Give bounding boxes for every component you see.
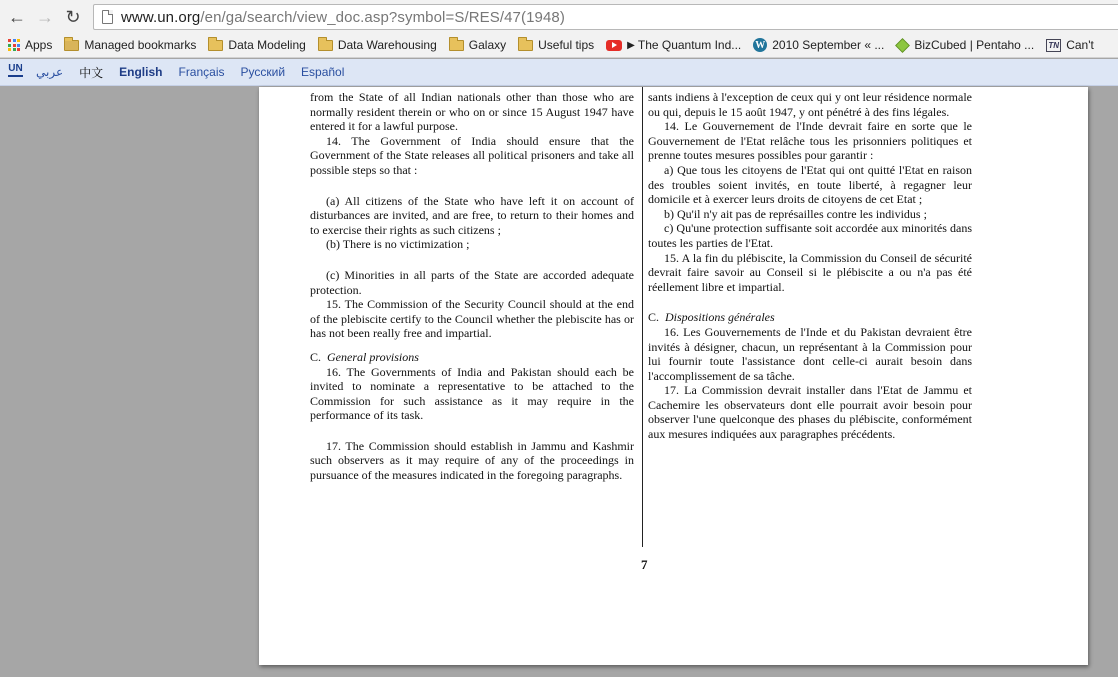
reload-icon: ↻ (65, 6, 81, 27)
bookmark-managed[interactable] (64, 38, 196, 52)
bookmark-galaxy[interactable] (449, 38, 506, 52)
folder-icon (318, 40, 333, 51)
un-logo-text: UN (8, 63, 23, 74)
language-bar (0, 59, 1118, 86)
spacer (310, 178, 634, 194)
bookmark-label: Data Warehousing (337, 38, 437, 52)
section-heading (310, 350, 634, 365)
paragraph-14c: (c) Minorities in all parts of the State are accorded adequate protection. (310, 267, 634, 297)
youtube-icon (606, 40, 622, 51)
bookmark-label: Apps (25, 38, 53, 52)
paragraph-16: 16. The Governments of India and Pakistan should each be invited to nominate a representative to be attached to the Commission for such assistance as it may require in the performance of its task. (310, 364, 634, 423)
bookmark-label: Galaxy (468, 38, 507, 52)
paragraph-17: 17. La Commission devrait installer dans l'Etat de Jammu et Cachemire les observateurs dont elle pourrait avoir besoin pour observer l'une quelconque des phases du plébiscite, conformément aux mesures indiquées aux paragraphes précédents. (648, 383, 972, 442)
address-bar[interactable] (93, 4, 1118, 30)
url-path: /en/ga/search/view_doc.asp?symbol=S/RES/47(1948) (200, 8, 565, 26)
lang-link-spanish[interactable]: Español (301, 65, 345, 79)
lang-link-russian[interactable]: Русский (240, 65, 286, 79)
spacer (648, 294, 972, 310)
page-icon (102, 10, 113, 24)
bookmark-apps[interactable] (0, 38, 52, 52)
lang-link-chinese[interactable]: 中文 (79, 65, 104, 80)
folder-icon (208, 40, 223, 51)
bookmark-data-warehousing[interactable] (318, 38, 437, 52)
bookmark-label: Managed bookmarks (84, 38, 197, 52)
bookmark-quantum[interactable] (606, 38, 741, 52)
french-column (648, 90, 972, 442)
bookmark-label: The Quantum Ind... (637, 38, 742, 52)
apps-grid-icon (8, 39, 20, 51)
folder-icon (449, 40, 464, 51)
paragraph-15: 15. A la fin du plébiscite, la Commission du Conseil de sécurité devrait faire savoir au Conseil si le plébiscite a ou n'a pas été réellement libre et impartial. (648, 250, 972, 294)
spacer (310, 252, 634, 268)
forward-button[interactable] (34, 6, 56, 28)
spacer (310, 341, 634, 350)
page-number: 7 (641, 557, 648, 572)
bookmark-data-modeling[interactable] (208, 38, 305, 52)
lang-link-french[interactable]: Français (178, 65, 225, 79)
paragraph-continuation: sants indiens à l'exception de ceux qui y ont leur résidence normale ou qui, depuis le 15 août 1947, y ont pénétré à des fins légales. (648, 90, 972, 119)
section-heading (648, 310, 972, 325)
paragraph-14b: b) Qu'il n'y ait pas de représailles contre les individus ; (664, 206, 927, 221)
bookmark-label: BizCubed | Pentaho ... (914, 38, 1035, 52)
bookmark-label: 2010 September « ... (772, 38, 885, 52)
column-divider (642, 87, 643, 547)
reload-button[interactable] (62, 6, 84, 28)
paragraph-16: 16. Les Gouvernements de l'Inde et du Pakistan devraient être invités à désigner, chacun, un représentant à la Commission pour lui fournir toute l'assistance dont celle-ci aurait besoin dans l'accomplissement de sa tâche. (648, 324, 972, 383)
lang-link-english[interactable]: English (119, 65, 163, 79)
arrow-right-icon: → (36, 6, 54, 27)
url-text[interactable] (121, 9, 565, 26)
paragraph-14b: (b) There is no victimization ; (326, 237, 470, 252)
document-page (259, 87, 1088, 665)
wordpress-icon: W (755, 39, 766, 51)
back-button[interactable] (6, 6, 28, 28)
paragraph-14: 14. The Government of India should ensure that the Government of the State releases all political prisoners and take all possible steps so that : (310, 133, 634, 177)
bookmark-label: Can't (1066, 38, 1094, 52)
arrow-left-icon: ← (8, 6, 26, 27)
bookmark-label: Useful tips (538, 38, 595, 52)
bookmark-2010-september[interactable] (753, 38, 884, 52)
bookmark-cant[interactable] (1046, 38, 1094, 52)
english-column (310, 90, 634, 483)
cube-icon (895, 38, 910, 53)
bookmark-label: Data Modeling (228, 38, 306, 52)
paragraph-15: 15. The Commission of the Security Council should at the end of the plebiscite certify to the Council whether the plebiscite has or has not been really free and impartial. (310, 297, 634, 341)
paragraph-continuation: from the State of all Indian nationals other than those who are normally resident therein or who on or since 15 August 1947 have entered it for a lawful purpose. (310, 90, 634, 134)
lang-link-arabic[interactable]: عربي (36, 65, 64, 79)
section-title: Dispositions générales (665, 310, 775, 325)
un-logo[interactable] (7, 64, 24, 80)
paragraph-14: 14. Le Gouvernement de l'Inde devrait faire en sorte que le Gouvernement de l'Etat relâche tous les prisonniers politiques et prenne toutes mesures possibles pour garantir : (648, 119, 972, 163)
play-icon: ▶ (627, 39, 635, 51)
paragraph-14a: (a) All citizens of the State who have left it on account of disturbances are invited, and are free, to return to their homes and to exercise their rights as such citizens ; (310, 193, 634, 237)
bookmarks-bar (0, 33, 1118, 58)
browser-toolbar (0, 0, 1118, 33)
managed-folder-icon (64, 40, 79, 51)
bookmark-useful-tips[interactable] (518, 38, 594, 52)
pdf-viewer[interactable] (0, 87, 1118, 677)
section-title: General provisions (327, 349, 419, 364)
bookmark-bizcubed[interactable] (896, 38, 1034, 52)
section-letter: C. (648, 310, 660, 325)
section-letter: C. (310, 349, 322, 364)
un-logo-underline (8, 75, 23, 77)
spacer (310, 423, 634, 439)
url-host: www.un.org (121, 8, 201, 26)
paragraph-14c: c) Qu'une protection suffisante soit accordée aux minorités dans toutes les parties de l'Etat. (648, 221, 972, 250)
paragraph-14a: a) Que tous les citoyens de l'Etat qui ont quitté l'Etat en raison des troubles soient invités, en toute liberté, à regagner leur domicile et à exercer leurs droits de citoyens de cet Etat ; (648, 162, 972, 207)
folder-icon (518, 40, 533, 51)
tn-icon: TN (1046, 39, 1061, 52)
paragraph-17: 17. The Commission should establish in Jammu and Kashmir such observers as it may require of any of the proceedings in pursuance of the measures indicated in the foregoing paragraphs. (310, 438, 634, 483)
